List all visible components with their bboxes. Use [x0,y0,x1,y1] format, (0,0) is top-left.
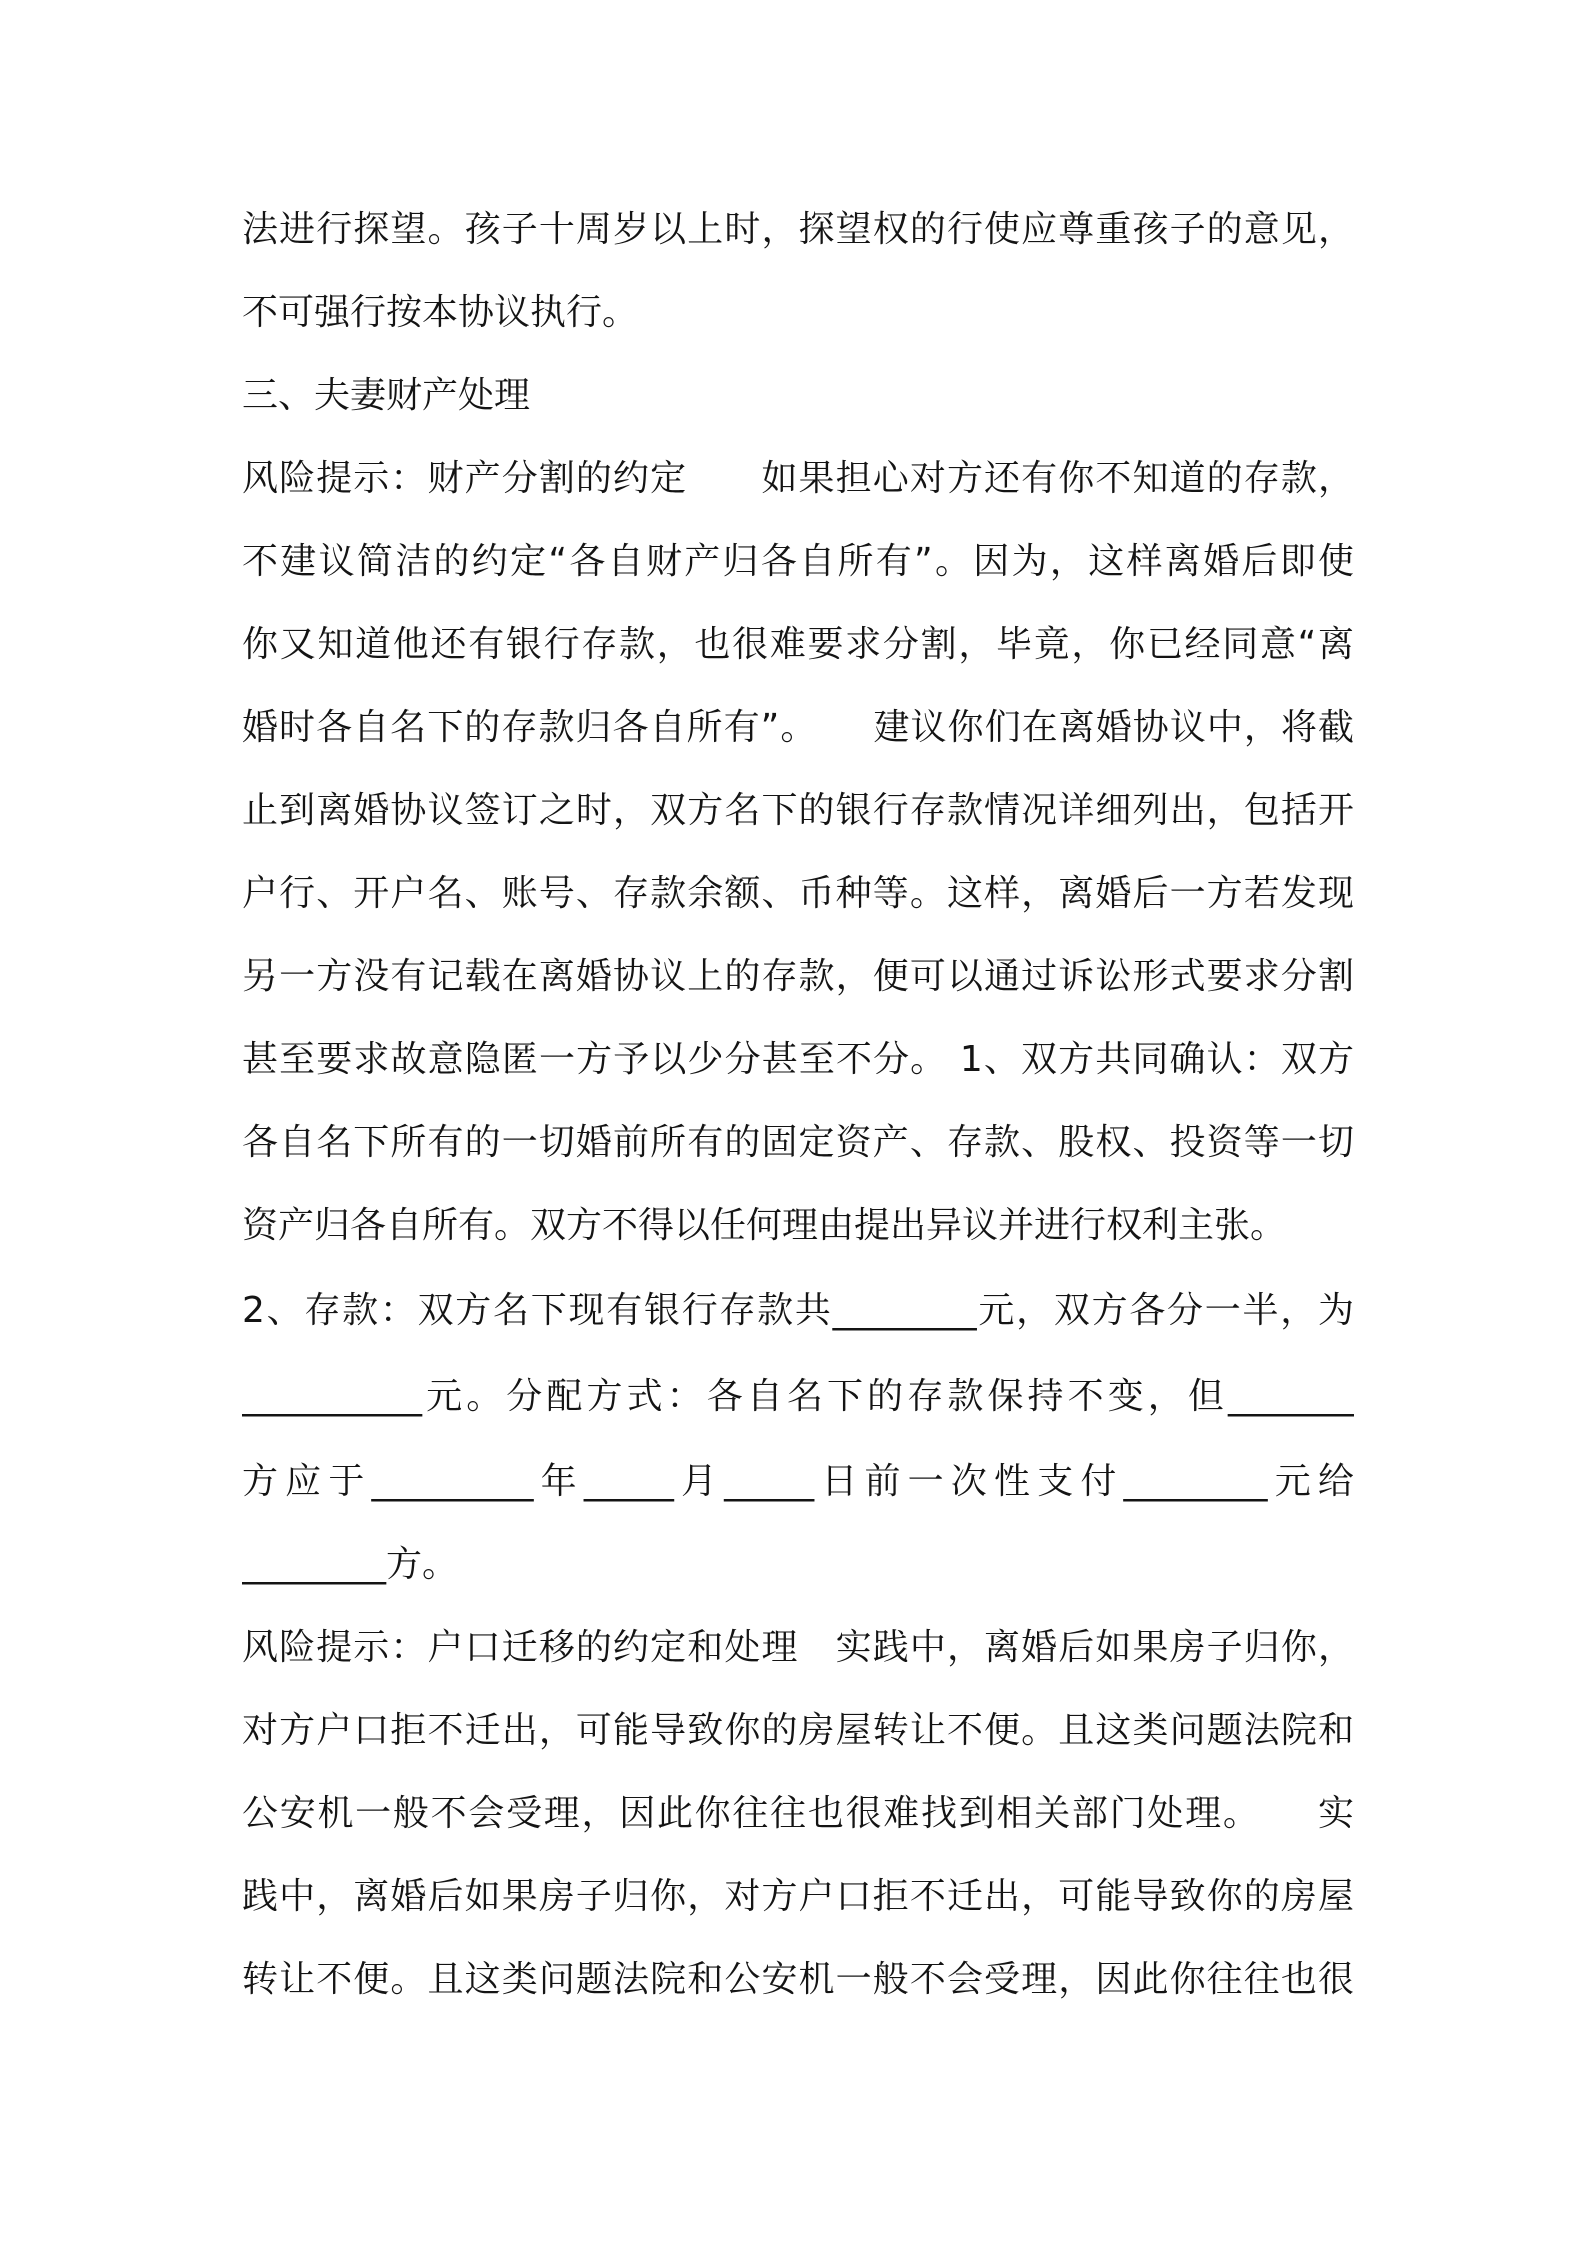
spaced-line [242,1452,1354,1512]
line-part: 性 [994,1461,1031,1502]
paragraph-line: 户行、开户名、账号、存款余额、币种等。这样，离婚后一方若发现 [242,873,1354,914]
paragraph-line: 甚至要求故意隐匿一方予以少分甚至不分。 1、双方共同确认：双方 [242,1039,1354,1080]
paragraph-line: 公安机一般不会受理，因此你往往也很难找到相关部门处理。 实 [242,1793,1354,1834]
line-part: 给 [1317,1461,1354,1502]
line-part: 次 [950,1461,987,1502]
paragraph-line: ________方。 [242,1544,459,1585]
line-part: 元 [1274,1461,1311,1502]
paragraph-line: 对方户口拒不迁出，可能导致你的房屋转让不便。且这类问题法院和 [242,1710,1354,1751]
section-heading: 三、夫妻财产处理 [242,375,531,416]
paragraph-line: 转让不便。且这类问题法院和公安机一般不会受理，因此你往往也很 [242,1959,1354,2000]
paragraph-line: 婚时各自名下的存款归各自所有”。 建议你们在离婚协议中，将截 [242,707,1354,748]
paragraph-line: __________元。分配方式：各自名下的存款保持不变，但_______ [242,1376,1354,1417]
paragraph-line: 止到离婚协议签订之时，双方名下的银行存款情况详细列出，包括开 [242,790,1354,831]
line-part: 应 [285,1461,322,1502]
paragraph-line: 风险提示：户口迁移的约定和处理 实践中，离婚后如果房子归你， [242,1627,1354,1668]
line-part: 前 [864,1461,901,1502]
paragraph-line: 法进行探望。孩子十周岁以上时，探望权的行使应尊重孩子的意见， [242,209,1354,250]
paragraph-line: 你又知道他还有银行存款，也很难要求分割，毕竟，你已经同意“离 [242,624,1354,665]
line-part: 付 [1080,1461,1117,1502]
blank-field: _____ [583,1461,674,1502]
blank-field: ________ [1123,1461,1268,1502]
blank-field: _____ [724,1461,815,1502]
blank-field: _________ [371,1461,534,1502]
paragraph-line: 另一方没有记载在离婚协议上的存款，便可以通过诉讼形式要求分割 [242,956,1354,997]
paragraph-line: 风险提示：财产分割的约定 如果担心对方还有你不知道的存款， [242,458,1354,499]
line-part: 一 [907,1461,944,1502]
paragraph-line: 各自名下所有的一切婚前所有的固定资产、存款、股权、投资等一切 [242,1122,1354,1163]
line-part: 月 [681,1461,718,1502]
line-part: 年 [540,1461,577,1502]
line-part: 日 [821,1461,858,1502]
paragraph-line: 践中，离婚后如果房子归你，对方户口拒不迁出，可能导致你的房屋 [242,1876,1354,1917]
paragraph-line: 不可强行按本协议执行。 [242,292,639,333]
paragraph-line: 不建议简洁的约定“各自财产归各自所有”。因为，这样离婚后即使 [242,541,1354,582]
line-part: 于 [328,1461,365,1502]
line-part: 支 [1037,1461,1074,1502]
paragraph-line: 2、存款：双方名下现有银行存款共________元，双方各分一半，为 [242,1290,1354,1331]
line-part: 方 [242,1461,279,1502]
paragraph-line: 资产归各自所有。双方不得以任何理由提出异议并进行权利主张。 [242,1205,1287,1246]
